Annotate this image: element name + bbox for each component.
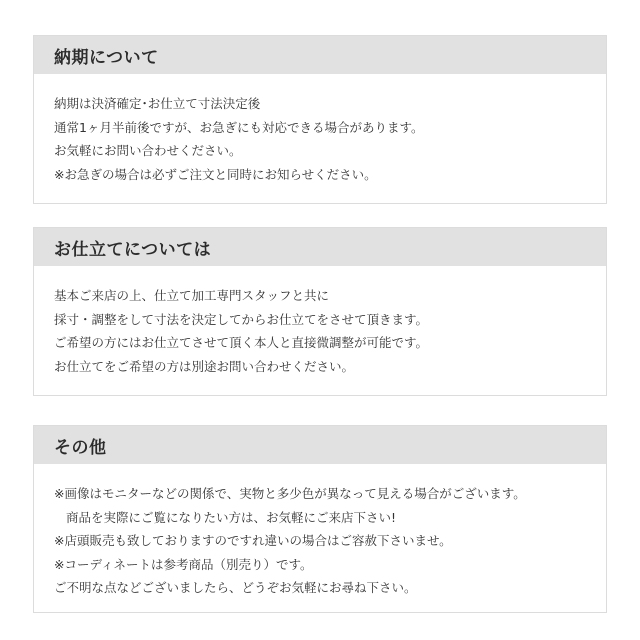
delivery-text-line: 納期は決済確定･お仕立て寸法決定後	[54, 96, 261, 111]
tailoring-text-line: お仕立てをご希望の方は別途お問い合わせください。	[54, 358, 355, 374]
delivery-text-line: 通常1ヶ月半前後ですが、お急ぎにも対応できる場合があります。	[54, 119, 424, 135]
other-text-line: 商品を実際にご覧になりたい方は、お気軽にご来店下さい!	[66, 509, 397, 525]
other-section-body	[34, 464, 606, 600]
tailoring-section-body	[34, 266, 606, 378]
tailoring-section-header	[34, 228, 606, 266]
other-section-header	[34, 426, 606, 464]
other-section	[33, 425, 607, 613]
tailoring-section	[33, 227, 607, 396]
delivery-section	[33, 35, 607, 204]
other-text-line: ご不明な点などございましたら、どうぞお気軽にお尋ね下さい。	[54, 580, 417, 595]
delivery-section-body	[34, 74, 606, 186]
delivery-text-line: お気軽にお問い合わせください。	[54, 143, 242, 158]
delivery-section-title: 納期について	[54, 47, 159, 68]
other-text-line: ※店頭販売も致しておりますのですれ違いの場合はご容赦下さいませ。	[54, 533, 452, 548]
tailoring-text-line: 採寸・調整をして寸法を決定してからお仕立てをさせて頂きます。	[54, 311, 429, 327]
tailoring-section-title: お仕立てについては	[54, 239, 212, 260]
delivery-text-line: ※お急ぎの場合は必ずご注文と同時にお知らせください。	[54, 166, 377, 182]
delivery-section-header	[34, 36, 606, 74]
tailoring-text-line: ご希望の方にはお仕立てさせて頂く本人と直接微調整が可能です。	[54, 335, 429, 350]
other-text-line: ※画像はモニターなどの関係で、実物と多少色が異なって見える場合がございます。	[54, 486, 526, 501]
other-text-line: ※コーディネートは参考商品（別売り）です。	[54, 556, 313, 572]
tailoring-text-line: 基本ご来店の上、仕立て加工専門スタッフと共に	[54, 288, 330, 303]
other-section-title: その他	[54, 437, 107, 458]
